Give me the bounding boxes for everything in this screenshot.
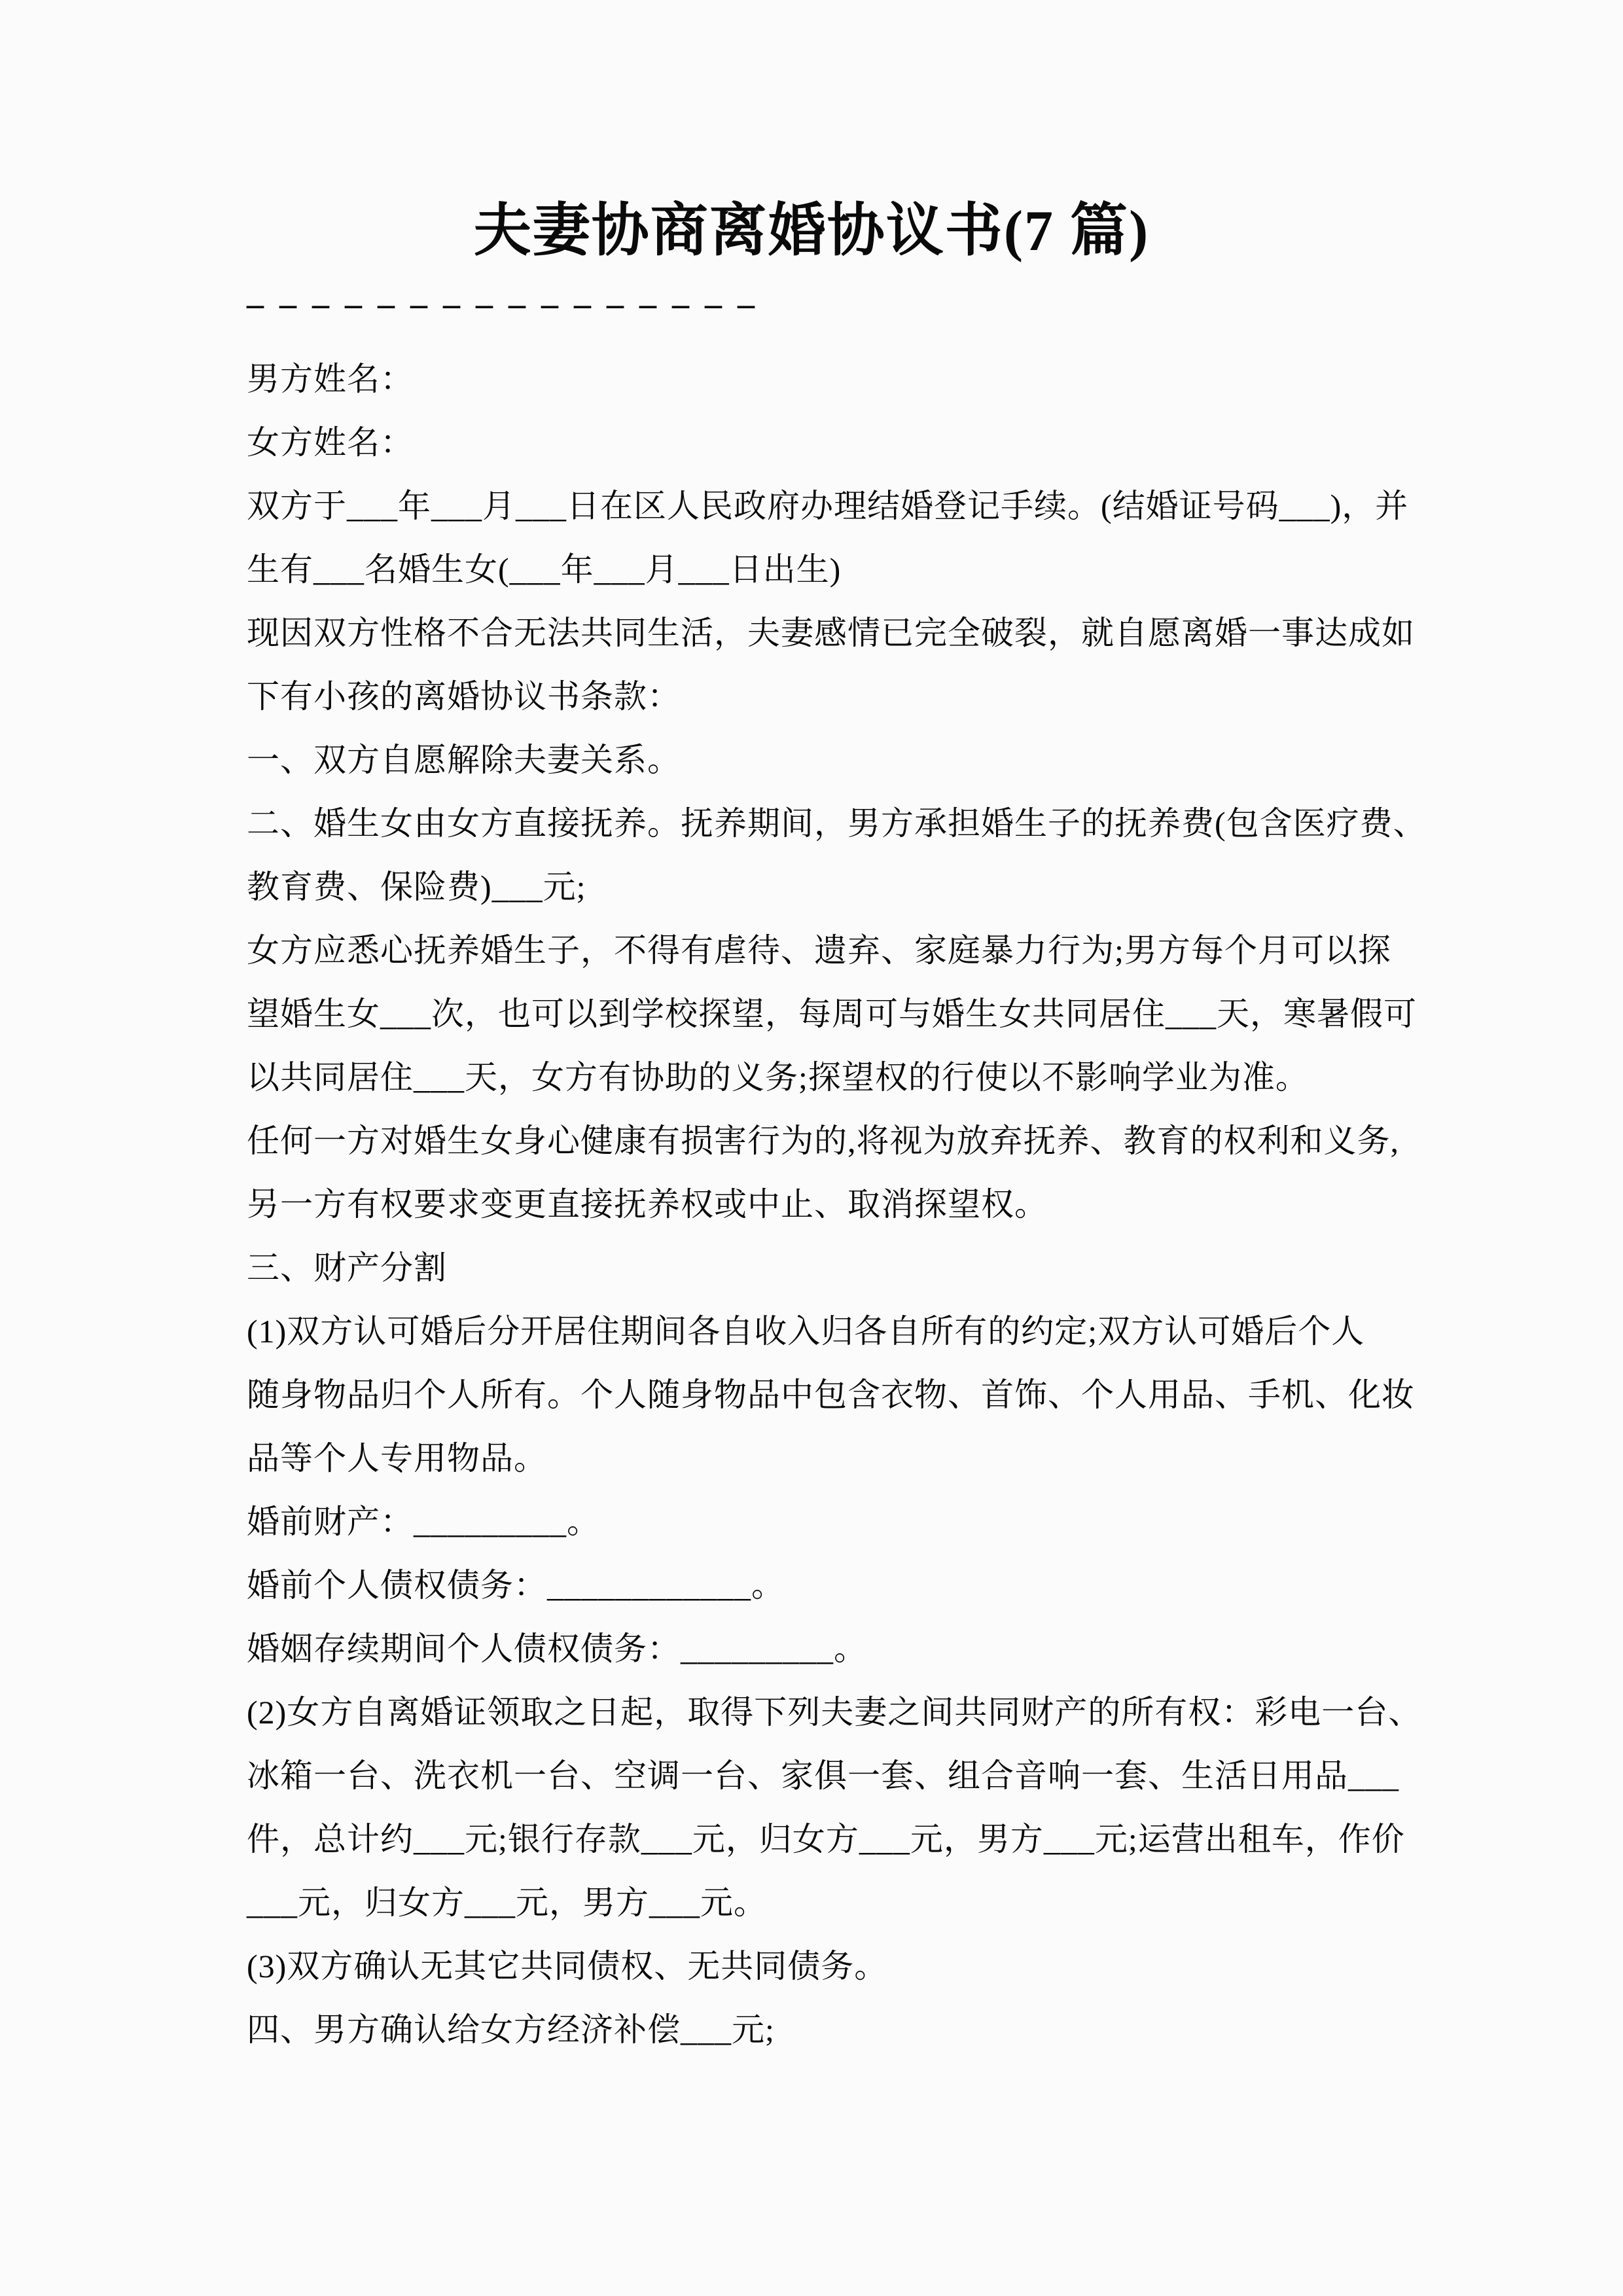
divider-underscore-line: ________________ bbox=[247, 274, 770, 312]
document-line: 三、财产分割 bbox=[247, 1249, 447, 1286]
document-title: 夫妻协商离婚协议书(7 篇) bbox=[473, 200, 1150, 263]
document-line: 生有___名婚生女(___年___月___日出生) bbox=[247, 551, 842, 588]
document-line: 望婚生女___次，也可以到学校探望，每周可与婚生女共同居住___天，寒暑假可 bbox=[247, 996, 1417, 1032]
document-line: 女方姓名： bbox=[247, 424, 414, 461]
document-line: 双方于___年___月___日在区人民政府办理结婚登记手续。(结婚证号码___)，并 bbox=[247, 488, 1409, 524]
document-line: 任何一方对婚生女身心健康有损害行为的,将视为放弃抚养、教育的权利和义务, bbox=[247, 1122, 1399, 1159]
document-line: 另一方有权要求变更直接抚养权或中止、取消探望权。 bbox=[247, 1186, 1048, 1223]
document-body bbox=[247, 348, 1431, 2062]
document-line: 婚前财产：_________。 bbox=[247, 1503, 600, 1540]
document-line: 下有小孩的离婚协议书条款： bbox=[247, 678, 681, 715]
document-line: 婚姻存续期间个人债权债务：_________。 bbox=[247, 1630, 867, 1667]
document-line: 品等个人专用物品。 bbox=[247, 1440, 547, 1477]
document-line: (1)双方认可婚后分开居住期间各自收入归各自所有的约定;双方认可婚后个人 bbox=[247, 1313, 1365, 1350]
document-line: 男方姓名： bbox=[247, 361, 414, 397]
document-line: 女方应悉心抚养婚生子，不得有虐待、遗弃、家庭暴力行为;男方每个月可以探 bbox=[247, 932, 1391, 969]
document-line: 教育费、保险费)___元; bbox=[247, 869, 586, 905]
document-line: 件，总计约___元;银行存款___元，归女方___元，男方___元;运营出租车，作价 bbox=[247, 1821, 1405, 1857]
document-line: 二、婚生女由女方直接抚养。抚养期间，男方承担婚生子的抚养费(包含医疗费、 bbox=[247, 805, 1427, 842]
document-line: 婚前个人债权债务：____________。 bbox=[247, 1567, 785, 1604]
document-line: 一、双方自愿解除夫妻关系。 bbox=[247, 742, 681, 778]
document-line: ___元，归女方___元，男方___元。 bbox=[247, 1884, 767, 1921]
document-line: 四、男方确认给女方经济补偿___元; bbox=[247, 2011, 775, 2048]
document-line: 冰箱一台、洗衣机一台、空调一台、家俱一套、组合音响一套、生活日用品___ bbox=[247, 1757, 1399, 1794]
document-line: 以共同居住___天，女方有协助的义务;探望权的行使以不影响学业为准。 bbox=[247, 1059, 1309, 1096]
document-line: 随身物品归个人所有。个人随身物品中包含衣物、首饰、个人用品、手机、化妆 bbox=[247, 1376, 1415, 1413]
document-line: (2)女方自离婚证领取之日起，取得下列夫妻之间共同财产的所有权：彩电一台、 bbox=[247, 1694, 1422, 1731]
document-line: 现因双方性格不合无法共同生活，夫妻感情已完全破裂，就自愿离婚一事达成如 bbox=[247, 615, 1415, 651]
document-line: (3)双方确认无其它共同债权、无共同债务。 bbox=[247, 1948, 888, 1984]
